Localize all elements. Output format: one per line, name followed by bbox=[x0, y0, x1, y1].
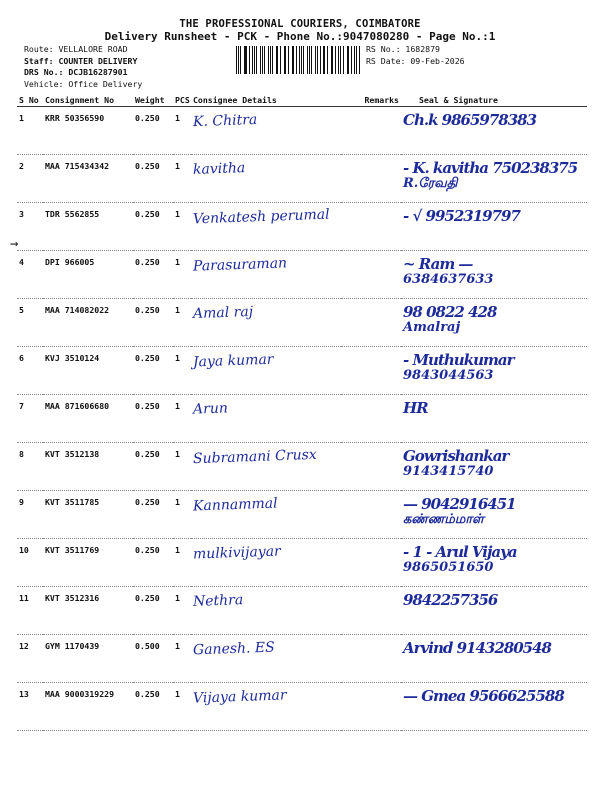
rs-details bbox=[366, 44, 465, 67]
runsheet-subtitle: Delivery Runsheet - PCK - Phone No.:9047080280 - Page No.:1 bbox=[104, 30, 496, 43]
col-header: S No bbox=[17, 94, 43, 107]
remarks-cell bbox=[341, 395, 401, 443]
barcode-bar bbox=[285, 46, 286, 74]
barcode-bar bbox=[264, 46, 265, 74]
pcs-value: 1 bbox=[173, 443, 191, 491]
handwritten-consignee: Jaya kumar bbox=[192, 351, 274, 371]
pcs-value: 1 bbox=[173, 251, 191, 299]
barcode-bar bbox=[338, 46, 339, 74]
signature-line-1: ~ Ram — bbox=[403, 255, 473, 273]
handwritten-consignee: K. Chitra bbox=[192, 111, 258, 131]
weight-value: 0.250 bbox=[133, 155, 173, 203]
handwritten-consignee: Arun bbox=[192, 400, 229, 418]
consignee-name bbox=[191, 347, 341, 395]
signature-line-1: - Muthukumar bbox=[403, 351, 514, 369]
consignment-number: GYM 1170439 bbox=[43, 635, 133, 683]
signature-line-2: 9843044563 bbox=[403, 368, 494, 383]
weight-value: 0.250 bbox=[133, 683, 173, 731]
signature-cell bbox=[401, 539, 587, 587]
signature-line-2: Amalraj bbox=[403, 320, 461, 335]
pcs-value: 1 bbox=[173, 395, 191, 443]
handwritten-consignee: Venkatesh perumal bbox=[192, 206, 330, 228]
barcode-bar bbox=[260, 46, 261, 74]
remarks-cell bbox=[341, 587, 401, 635]
serial-number: 5 bbox=[17, 299, 43, 347]
barcode-image bbox=[236, 46, 362, 74]
remarks-cell bbox=[341, 251, 401, 299]
consignment-number: KVJ 3510124 bbox=[43, 347, 133, 395]
signature-cell bbox=[401, 299, 587, 347]
route-details bbox=[24, 44, 142, 90]
signature-cell bbox=[401, 443, 587, 491]
consignee-name bbox=[191, 539, 341, 587]
weight-value: 0.250 bbox=[133, 107, 173, 155]
serial-number: 10 bbox=[17, 539, 43, 587]
signature-cell bbox=[401, 491, 587, 539]
remarks-cell bbox=[341, 155, 401, 203]
barcode-bar bbox=[236, 46, 237, 74]
weight-value: 0.250 bbox=[133, 491, 173, 539]
col-header: Seal & Signature bbox=[401, 94, 587, 107]
weight-value: 0.500 bbox=[133, 635, 173, 683]
signature-cell bbox=[401, 155, 587, 203]
signature-line-2: R.ரேவதி bbox=[403, 176, 458, 191]
consignee-name bbox=[191, 491, 341, 539]
pcs-value: 1 bbox=[173, 683, 191, 731]
table-row bbox=[17, 443, 587, 491]
pcs-value: 1 bbox=[173, 587, 191, 635]
weight-value: 0.250 bbox=[133, 395, 173, 443]
consignee-name bbox=[191, 203, 341, 251]
remarks-cell bbox=[341, 443, 401, 491]
company-title: THE PROFESSIONAL COURIERS, COIMBATORE bbox=[179, 18, 421, 30]
consignee-name bbox=[191, 299, 341, 347]
remarks-cell bbox=[341, 635, 401, 683]
signature-line-1: - √ 9952319797 bbox=[403, 207, 520, 225]
barcode-bar bbox=[309, 46, 310, 74]
consignee-name bbox=[191, 107, 341, 155]
consignee-name bbox=[191, 683, 341, 731]
signature-line-1: Ch.k 9865978383 bbox=[403, 111, 537, 129]
signature-line-2: 9865051650 bbox=[403, 560, 494, 575]
handwritten-consignee: Parasuraman bbox=[192, 255, 288, 275]
remarks-cell bbox=[341, 347, 401, 395]
serial-number: 7 bbox=[17, 395, 43, 443]
consignment-number: MAA 9000319229 bbox=[43, 683, 133, 731]
signature-cell bbox=[401, 683, 587, 731]
table-header-row bbox=[17, 94, 587, 107]
signature-line-1: - K. kavitha 750238375 bbox=[403, 159, 578, 177]
col-header: Consignment No bbox=[43, 94, 133, 107]
handwritten-consignee: Ganesh. ES bbox=[192, 639, 276, 659]
weight-value: 0.250 bbox=[133, 347, 173, 395]
table-row bbox=[17, 203, 587, 251]
table-row bbox=[17, 491, 587, 539]
barcode-bar bbox=[343, 46, 344, 74]
rs-number: RS No.: 1682879 bbox=[366, 44, 440, 54]
consignee-name bbox=[191, 251, 341, 299]
weight-value: 0.250 bbox=[133, 299, 173, 347]
serial-number: 9 bbox=[17, 491, 43, 539]
table-row bbox=[17, 635, 587, 683]
barcode-bar bbox=[280, 46, 281, 74]
handwritten-consignee: mulkivijayar bbox=[192, 543, 282, 563]
handwritten-consignee: Kannammal bbox=[192, 495, 278, 515]
consignment-number: MAA 714082022 bbox=[43, 299, 133, 347]
col-header: Consignee Details bbox=[191, 94, 341, 107]
barcode-bar bbox=[244, 46, 245, 74]
drs-number: DRS No.: DCJB16287901 bbox=[24, 67, 128, 77]
table-row bbox=[17, 395, 587, 443]
handwritten-consignee: Vijaya kumar bbox=[192, 687, 287, 707]
barcode-bar bbox=[272, 46, 273, 74]
signature-cell bbox=[401, 347, 587, 395]
col-header: Remarks bbox=[341, 94, 401, 107]
consignee-name bbox=[191, 587, 341, 635]
remarks-cell bbox=[341, 107, 401, 155]
vehicle-text: Vehicle: Office Delivery bbox=[24, 78, 143, 89]
consignment-number: KVT 3511769 bbox=[43, 539, 133, 587]
consignment-number: MAA 715434342 bbox=[43, 155, 133, 203]
barcode-bar bbox=[331, 46, 332, 74]
remarks-cell bbox=[341, 539, 401, 587]
consignment-number: TDR 5562855 bbox=[43, 203, 133, 251]
signature-line-2: 9143415740 bbox=[403, 464, 494, 479]
barcode-bar bbox=[307, 46, 308, 74]
remarks-cell bbox=[341, 299, 401, 347]
pcs-value: 1 bbox=[173, 299, 191, 347]
signature-line-2: கண்ணம்மாள் bbox=[403, 512, 484, 527]
serial-number: 4 bbox=[17, 251, 43, 299]
signature-line-1: - 1 - Arul Vijaya bbox=[403, 543, 517, 561]
handwritten-consignee: Subramani Crusx bbox=[192, 446, 317, 468]
consignee-name bbox=[191, 635, 341, 683]
pcs-value: 1 bbox=[173, 107, 191, 155]
table-row bbox=[17, 107, 587, 155]
delivery-table bbox=[17, 94, 587, 731]
signature-cell bbox=[401, 635, 587, 683]
signature-line-1: — Gmea 9566625588 bbox=[403, 687, 564, 705]
signature-line-1: 98 0822 428 bbox=[403, 303, 497, 321]
signature-cell bbox=[401, 587, 587, 635]
weight-value: 0.250 bbox=[133, 587, 173, 635]
table-row bbox=[17, 539, 587, 587]
consignment-number: KVT 3512138 bbox=[43, 443, 133, 491]
consignment-number: KRR 50356590 bbox=[43, 107, 133, 155]
consignee-name bbox=[191, 155, 341, 203]
serial-number: 8 bbox=[17, 443, 43, 491]
serial-number: 1 bbox=[17, 107, 43, 155]
signature-line-1: Gowrishankar bbox=[403, 447, 509, 465]
route-text: Route: VELLALORE ROAD bbox=[24, 44, 128, 54]
barcode-bar bbox=[324, 46, 325, 74]
remarks-cell bbox=[341, 683, 401, 731]
table-row bbox=[17, 683, 587, 731]
barcode-bar bbox=[351, 46, 352, 74]
handwritten-consignee: Amal raj bbox=[192, 303, 254, 323]
staff-text: Staff: COUNTER DELIVERY bbox=[24, 55, 138, 66]
signature-line-1: 9842257356 bbox=[403, 591, 498, 609]
consignment-number: MAA 871606680 bbox=[43, 395, 133, 443]
signature-line-1: Arvind 9143280548 bbox=[403, 639, 551, 657]
serial-number: 13 bbox=[17, 683, 43, 731]
serial-number: 12 bbox=[17, 635, 43, 683]
rs-date: RS Date: 09-Feb-2026 bbox=[366, 55, 465, 66]
table-row bbox=[17, 251, 587, 299]
barcode-bar bbox=[299, 46, 300, 74]
table-row bbox=[17, 347, 587, 395]
remarks-cell bbox=[341, 491, 401, 539]
pcs-value: 1 bbox=[173, 155, 191, 203]
pcs-value: 1 bbox=[173, 491, 191, 539]
consignee-name bbox=[191, 443, 341, 491]
pcs-value: 1 bbox=[173, 347, 191, 395]
consignee-name bbox=[191, 395, 341, 443]
table-row bbox=[17, 299, 587, 347]
signature-line-2: 6384637633 bbox=[403, 272, 494, 287]
remarks-cell bbox=[341, 203, 401, 251]
serial-number: 6 bbox=[17, 347, 43, 395]
consignment-number: KVT 3511785 bbox=[43, 491, 133, 539]
weight-value: 0.250 bbox=[133, 443, 173, 491]
margin-mark: → bbox=[10, 236, 19, 252]
serial-number: 3 bbox=[17, 203, 43, 251]
signature-line-1: HR bbox=[403, 399, 428, 417]
col-header: Weight bbox=[133, 94, 173, 107]
weight-value: 0.250 bbox=[133, 203, 173, 251]
serial-number: 2 bbox=[17, 155, 43, 203]
signature-cell bbox=[401, 203, 587, 251]
pcs-value: 1 bbox=[173, 203, 191, 251]
consignment-number: KVT 3512316 bbox=[43, 587, 133, 635]
weight-value: 0.250 bbox=[133, 251, 173, 299]
barcode-bar bbox=[256, 46, 257, 74]
col-header: PCS bbox=[175, 95, 190, 105]
barcode-bar bbox=[354, 46, 355, 74]
handwritten-consignee: kavitha bbox=[192, 160, 246, 178]
consignment-number: DPI 966005 bbox=[43, 251, 133, 299]
table-row bbox=[17, 155, 587, 203]
signature-cell bbox=[401, 395, 587, 443]
barcode-bar bbox=[288, 46, 289, 74]
serial-number: 11 bbox=[17, 587, 43, 635]
signature-line-1: — 9042916451 bbox=[403, 495, 516, 513]
barcode-bar bbox=[315, 46, 316, 74]
signature-cell bbox=[401, 251, 587, 299]
barcode-bar bbox=[245, 46, 246, 74]
pcs-value: 1 bbox=[173, 635, 191, 683]
weight-value: 0.250 bbox=[133, 539, 173, 587]
pcs-value: 1 bbox=[173, 539, 191, 587]
handwritten-consignee: Nethra bbox=[192, 592, 244, 610]
table-row bbox=[17, 587, 587, 635]
signature-cell bbox=[401, 107, 587, 155]
